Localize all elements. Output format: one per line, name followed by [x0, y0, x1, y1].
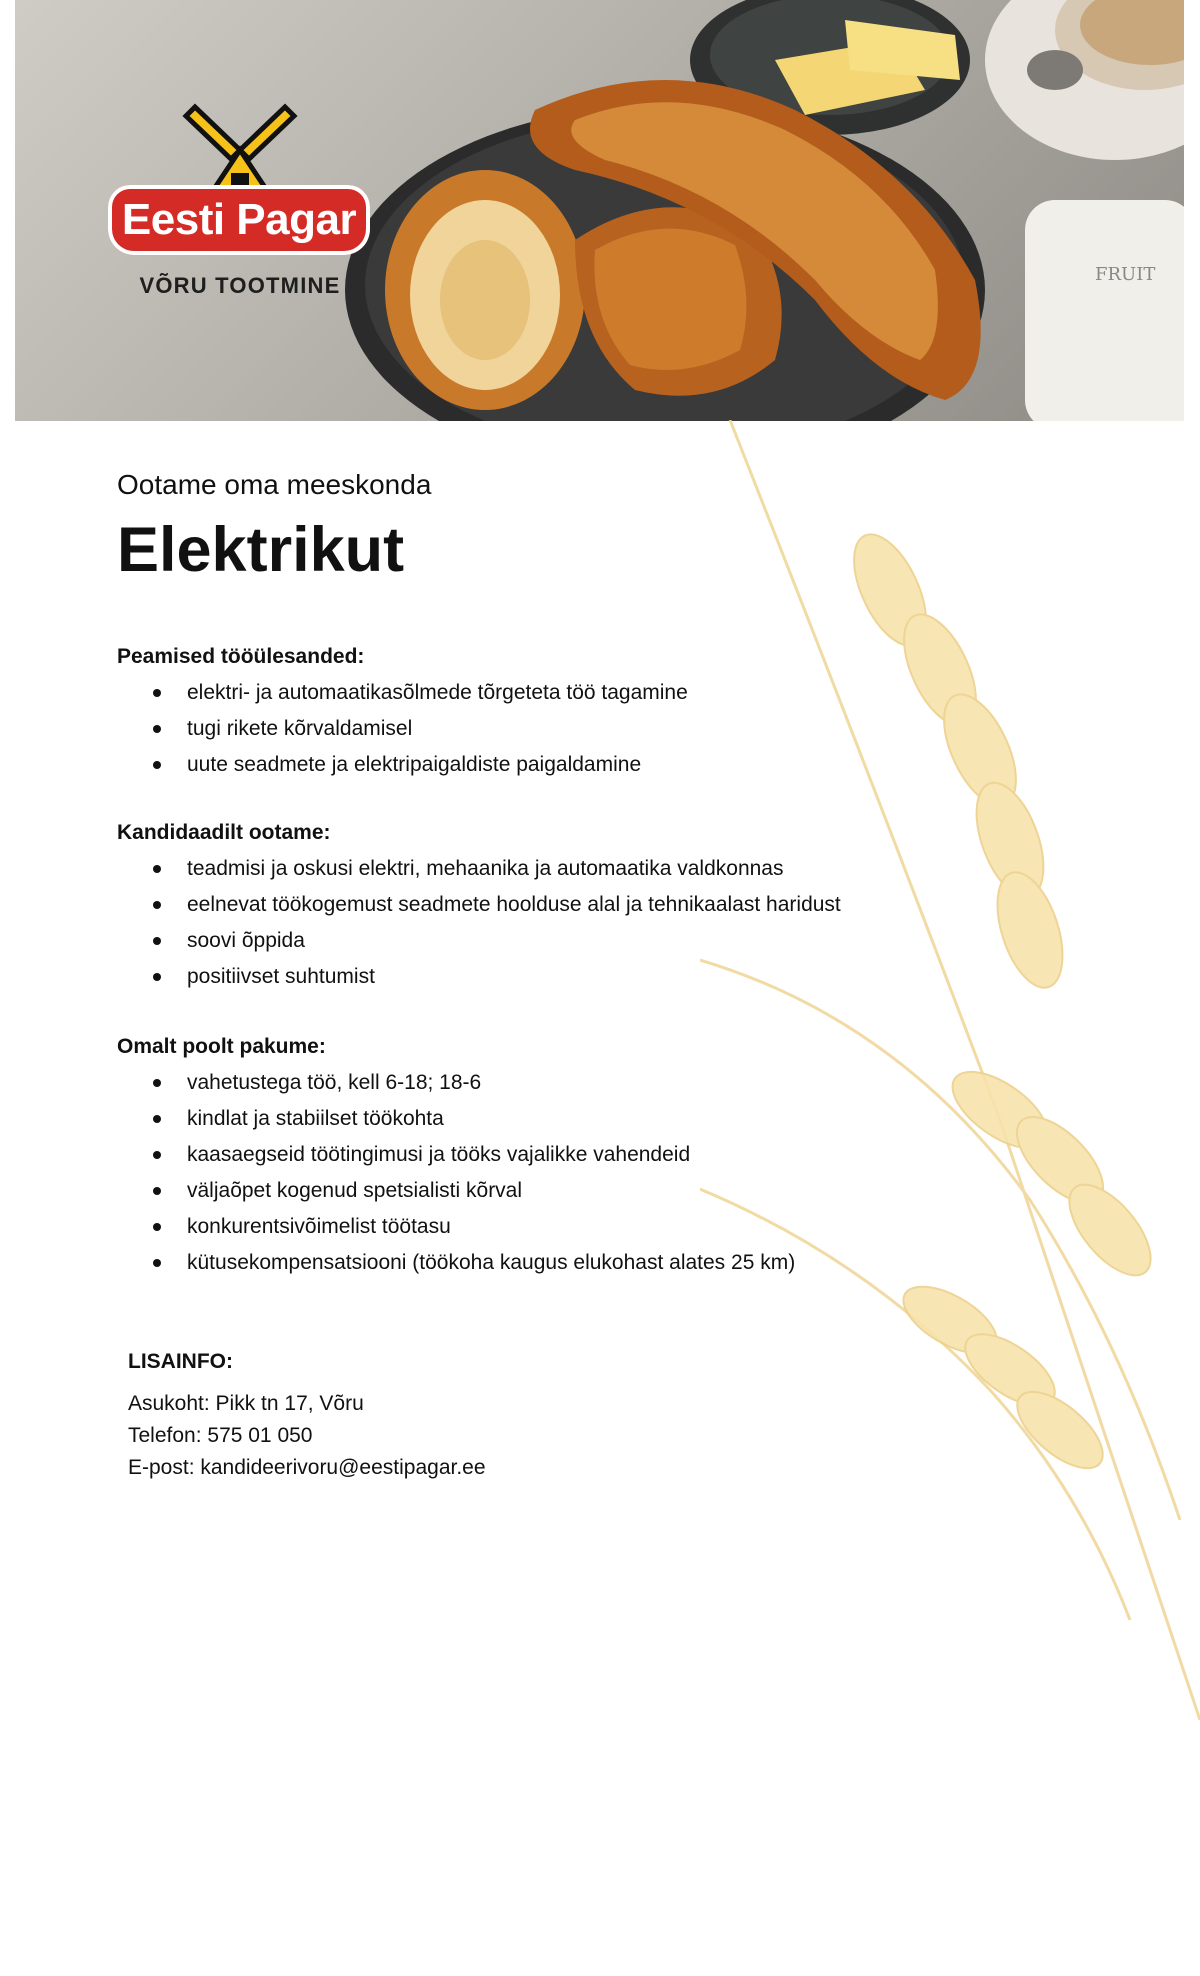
windmill-icon	[90, 95, 390, 195]
section-title: Peamised tööülesanded:	[117, 645, 365, 668]
list-item: teadmisi ja oskusi elektri, mehaanika ja automaatika valdkonnas	[117, 851, 841, 887]
list-item: kaasaegseid töötingimusi ja tööks vajalikke vahendeid	[117, 1137, 795, 1173]
list-item: kütusekompensatsiooni (töökoha kaugus elukohast alates 25 km)	[117, 1245, 795, 1281]
list-item: elektri- ja automaatikasõlmede tõrgeteta töö tagamine	[117, 675, 688, 711]
list-item: väljaõpet kogenud spetsialisti kõrval	[117, 1173, 795, 1209]
section-title: Omalt poolt pakume:	[117, 1035, 326, 1058]
logo-subtitle: VÕRU TOOTMINE	[139, 273, 341, 298]
logo-brand: Eesti Pagar	[121, 195, 357, 244]
list-item: kindlat ja stabiilset töökohta	[117, 1101, 795, 1137]
list-item: tugi rikete kõrvaldamisel	[117, 711, 688, 747]
section-title: Kandidaadilt ootame:	[117, 821, 331, 844]
svg-text:FRUIT: FRUIT	[1095, 264, 1156, 285]
contact-info	[128, 1350, 486, 1484]
section-offer	[117, 1035, 795, 1281]
list-item: konkurentsivõimelist töötasu	[117, 1209, 795, 1245]
hero-image	[15, 0, 1184, 421]
list-item: eelnevat töökogemust seadmete hoolduse alal ja tehnikaalast haridust	[117, 887, 841, 923]
page-kicker: Ootame oma meeskonda	[117, 469, 432, 500]
phone-text[interactable]: Telefon: 575 01 050	[128, 1424, 313, 1447]
logo-badge	[108, 185, 370, 255]
list-item: uute seadmete ja elektripaigaldiste paigaldamine	[117, 747, 688, 783]
offer-list	[117, 1065, 795, 1281]
list-item: vahetustega töö, kell 6-18; 18-6	[117, 1065, 795, 1101]
content	[117, 455, 1117, 1274]
location-text: Asukoht: Pikk tn 17, Võru	[128, 1392, 364, 1415]
list-item: soovi õppida	[117, 923, 841, 959]
page-title: Elektrikut	[117, 515, 405, 585]
section-tasks	[117, 645, 688, 783]
email-text[interactable]: E-post: kandideerivoru@eestipagar.ee	[128, 1456, 486, 1479]
list-item: positiivset suhtumist	[117, 959, 841, 995]
requirements-list	[117, 851, 841, 995]
info-title: LISAINFO:	[128, 1350, 233, 1373]
eesti-pagar-logo	[90, 95, 390, 305]
section-requirements	[117, 821, 841, 995]
task-list	[117, 675, 688, 783]
